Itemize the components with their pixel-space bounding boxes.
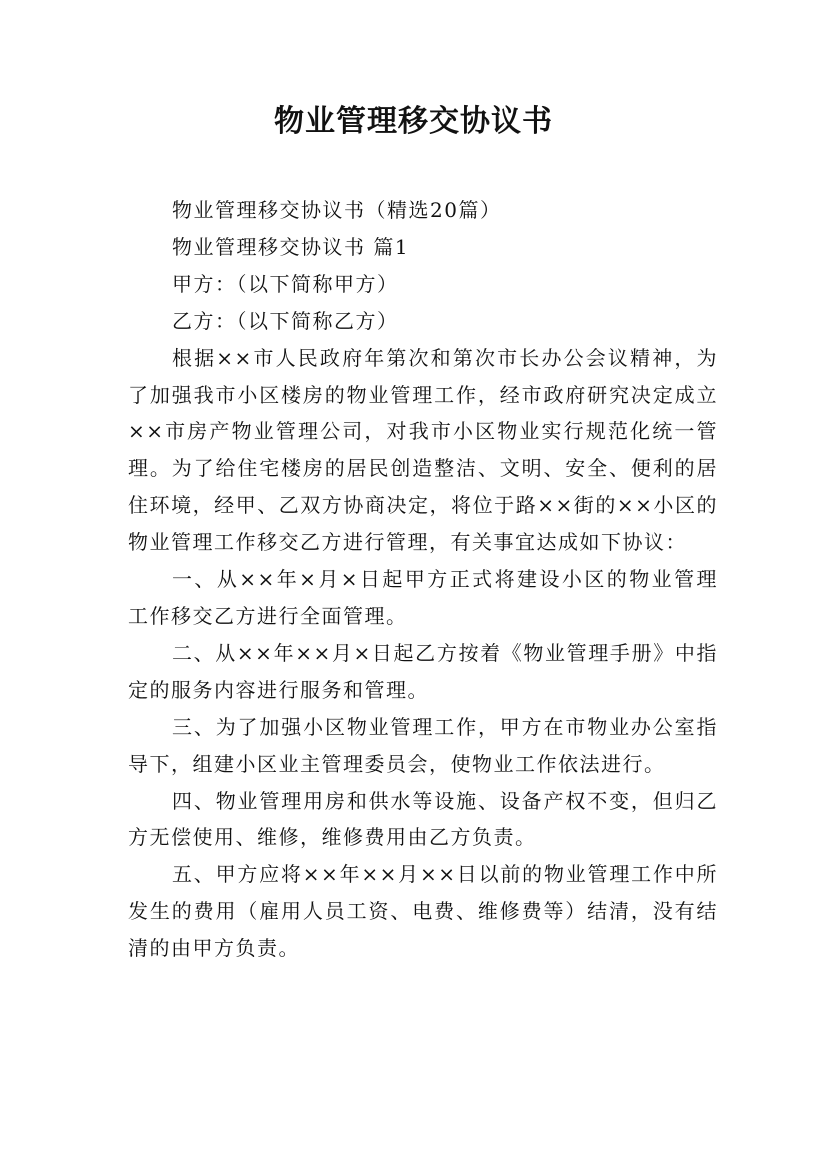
paragraph-clause-4: 四、物业管理用房和供水等设施、设备产权不变，但归乙方无偿使用、维修，维修费用由乙方负责。 <box>128 788 718 850</box>
paragraph-subtitle: 物业管理移交协议书（精选20篇） <box>172 198 502 222</box>
paragraph-party-b: 乙方：（以下简称乙方） <box>172 308 399 333</box>
paragraph-clause-3: 三、为了加强小区物业管理工作，甲方在市物业办公室指导下，组建小区业主管理委员会，使物业工作依法进行。 <box>128 714 718 776</box>
paragraph-section-heading: 物业管理移交协议书 篇1 <box>172 234 410 259</box>
paragraph-clause-5: 五、甲方应将××年××月××日以前的物业管理工作中所发生的费用（雇用人员工资、电费、维修费等）结清，没有结清的由甲方负责。 <box>128 862 718 961</box>
document-title: 物业管理移交协议书 <box>274 104 553 139</box>
document-body <box>128 192 718 967</box>
paragraph-preamble: 根据××市人民政府年第次和第次市长办公会议精神，为了加强我市小区楼房的物业管理工作，经市政府研究决定成立××市房产物业管理公司，对我市小区物业实行规范化统一管理。为了给住宅楼房的居民创造整洁、文明、安全、便利的居住环境，经甲、乙双方协商决定，将位于路××街的××小区的物业管理工作移交乙方进行管理，有关事宜达成如下协议： <box>128 345 718 555</box>
paragraph-party-a: 甲方：（以下简称甲方） <box>172 271 399 296</box>
paragraph-clause-2: 二、从××年××月×日起乙方按着《物业管理手册》中指定的服务内容进行服务和管理。 <box>128 640 718 702</box>
paragraph-clause-1: 一、从××年×月×日起甲方正式将建设小区的物业管理工作移交乙方进行全面管理。 <box>128 567 718 628</box>
